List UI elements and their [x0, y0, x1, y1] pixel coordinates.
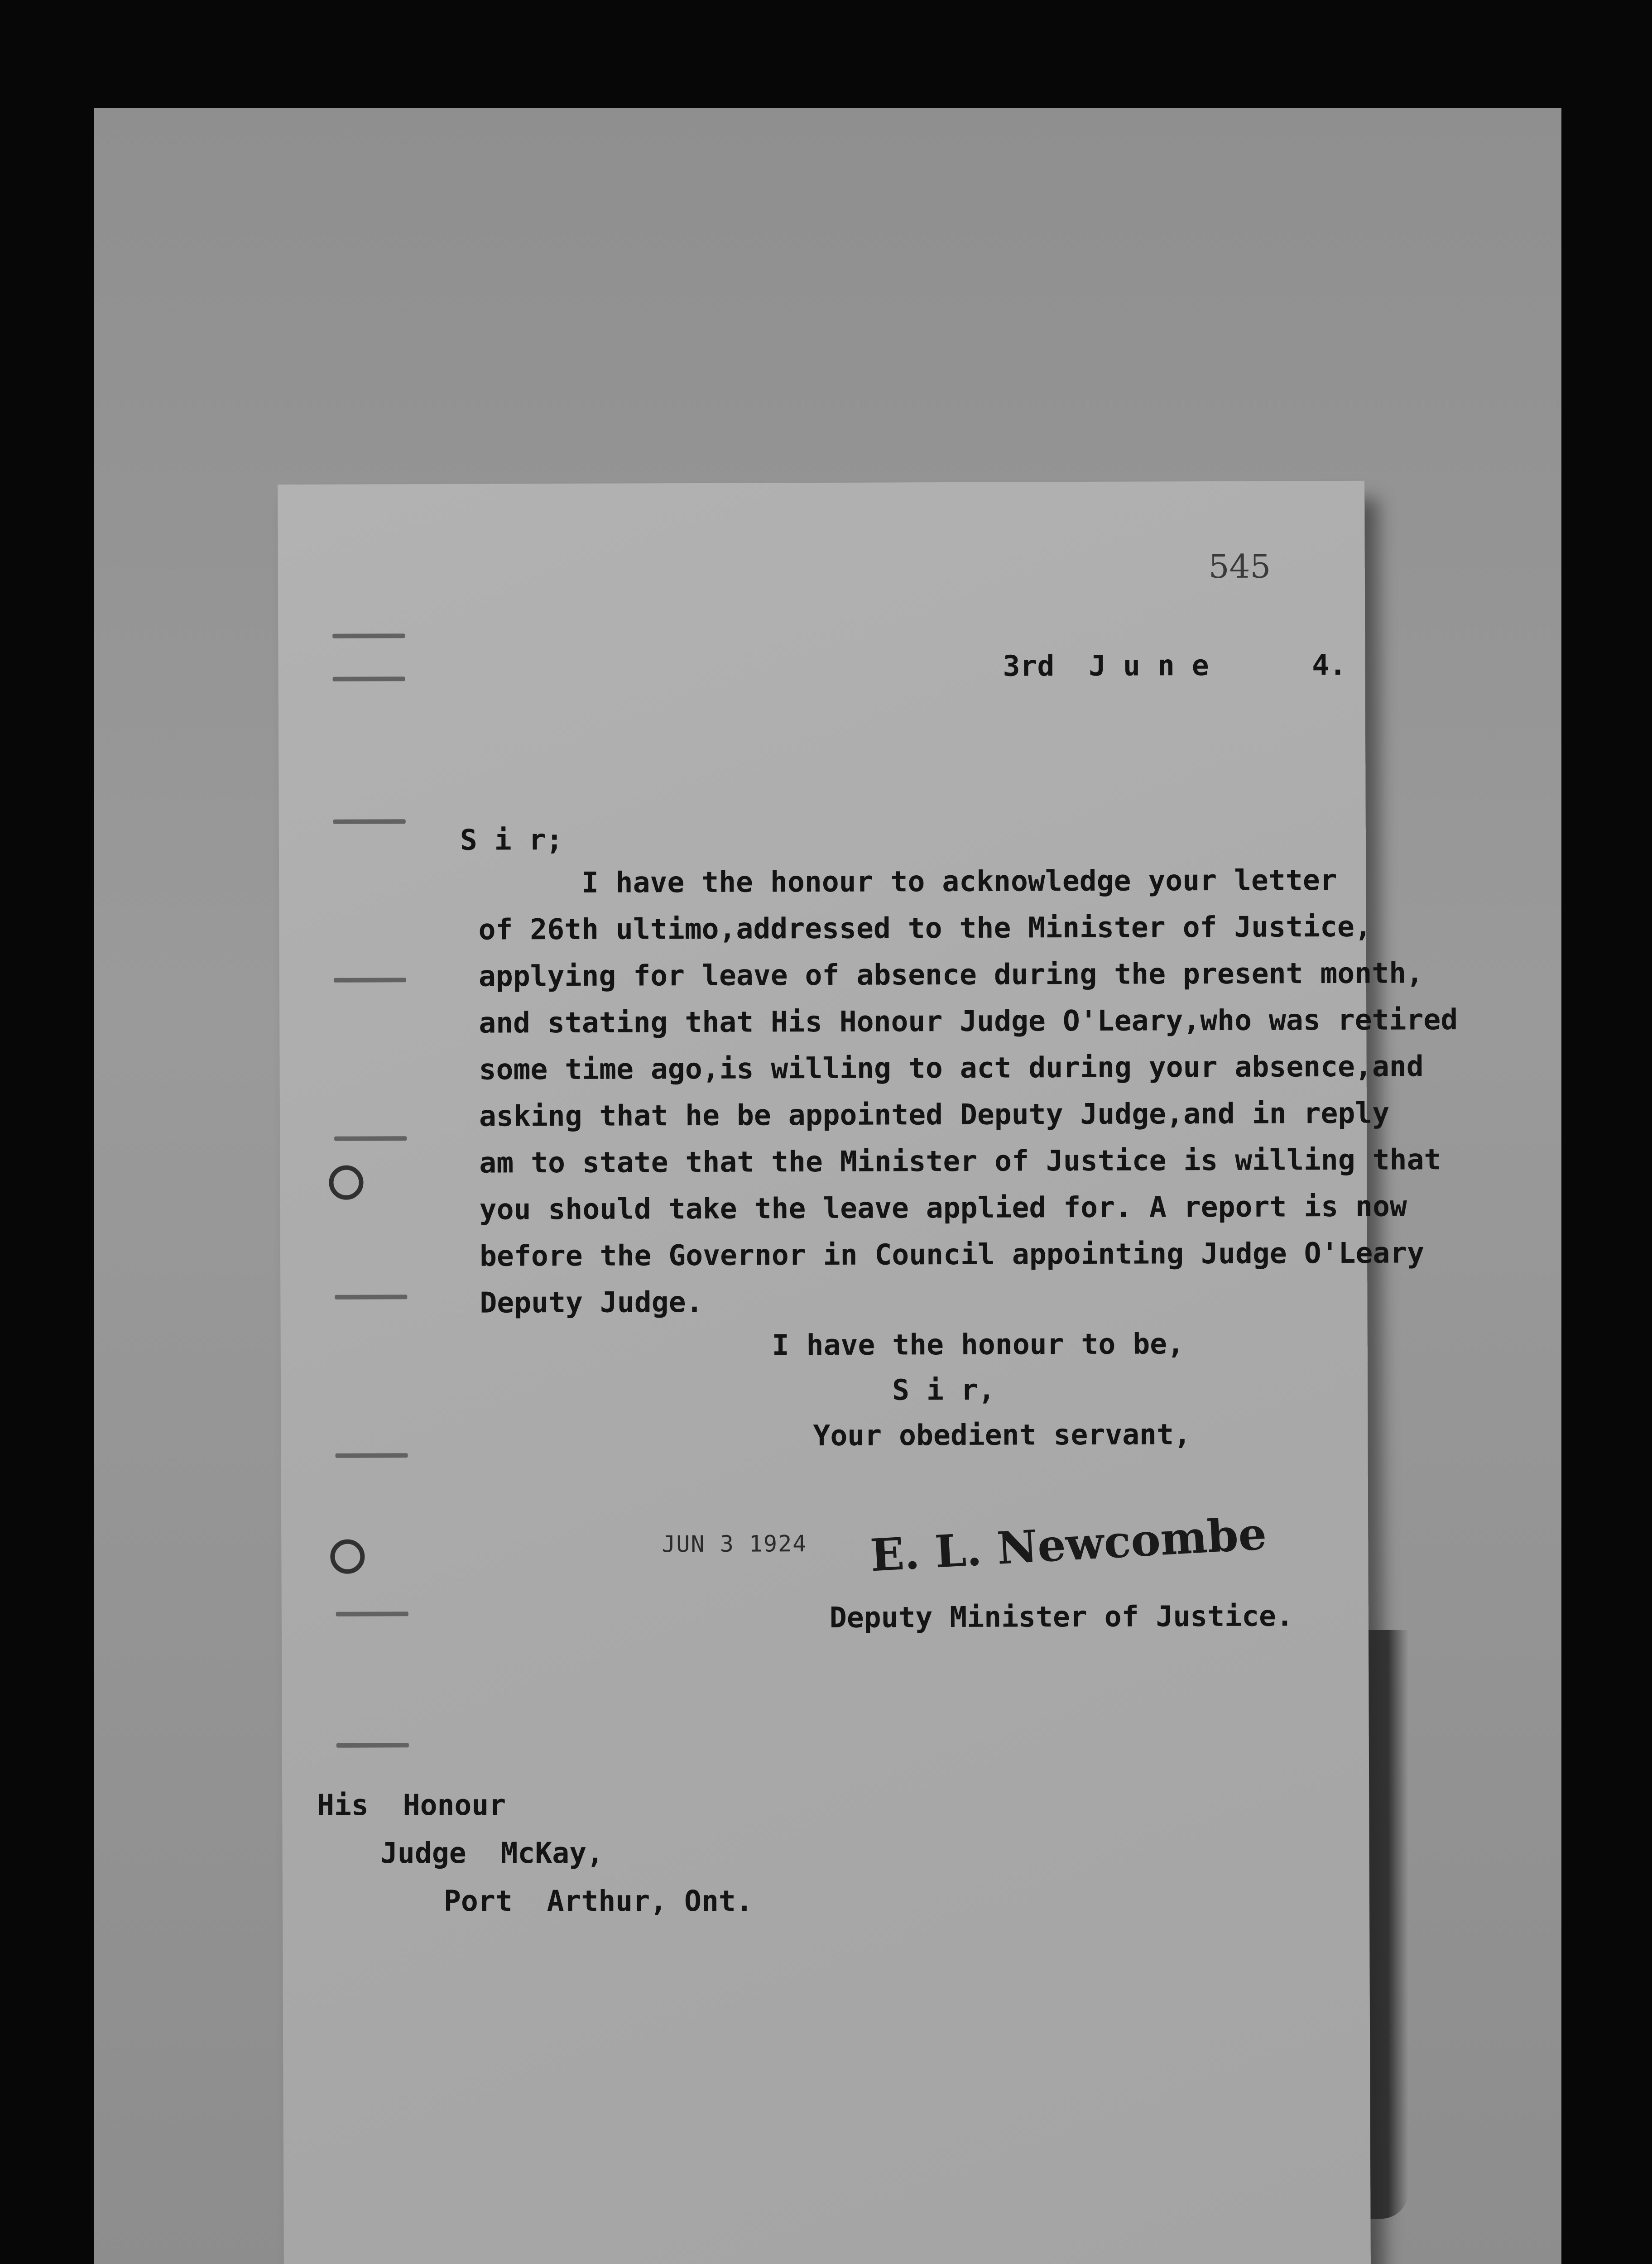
body-line: applying for leave of absence during the present month,: [478, 956, 1424, 993]
signer-title: Deputy Minister of Justice.: [829, 1599, 1294, 1634]
margin-tick: [333, 676, 405, 681]
punch-hole: [330, 1540, 365, 1574]
letter-date: 3rd J u n e 4.: [1003, 648, 1347, 683]
body-line: and stating that His Honour Judge O'Leary,who was retired: [479, 1003, 1458, 1040]
page-number: 545: [1208, 547, 1271, 586]
closing-sir: S i r,: [892, 1373, 995, 1407]
body-line: I have the honour to acknowledge your letter: [478, 863, 1337, 900]
margin-tick: [334, 1136, 407, 1141]
margin-tick: [336, 1612, 408, 1616]
salutation: S i r;: [460, 823, 563, 857]
letter-page: [278, 481, 1458, 2264]
signature-stamp: E. L. Newcombe: [869, 1507, 1268, 1582]
body-line: you should take the leave applied for. A report is now: [479, 1190, 1407, 1226]
margin-tick: [335, 1295, 407, 1300]
addressee-line-3: Port Arthur, Ont.: [444, 1885, 753, 1918]
body-line: some time ago,is willing to act during your absence,and: [479, 1050, 1424, 1086]
addressee-line-1: His Honour: [317, 1789, 506, 1822]
margin-tick: [332, 633, 405, 638]
margin-tick: [336, 1453, 408, 1458]
body-line: asking that he be appointed Deputy Judge,and in reply: [479, 1096, 1390, 1133]
body-line: of 26th ultimo,addressed to the Minister of Justice,: [478, 910, 1372, 946]
punch-hole: [329, 1166, 363, 1200]
margin-tick: [336, 1743, 409, 1748]
closing-servant: Your obedient servant,: [813, 1418, 1191, 1453]
body-line: am to state that the Minister of Justice is willing that: [479, 1143, 1441, 1180]
margin-tick: [334, 978, 406, 983]
addressee-line-2: Judge McKay,: [380, 1837, 604, 1870]
margin-tick: [333, 819, 406, 824]
date-stamp: JUN 3 1924: [662, 1530, 807, 1558]
body-line: Deputy Judge.: [480, 1285, 703, 1319]
body-line: before the Governor in Council appointing Judge O'Leary: [479, 1236, 1425, 1273]
closing-line: I have the honour to be,: [772, 1327, 1185, 1362]
